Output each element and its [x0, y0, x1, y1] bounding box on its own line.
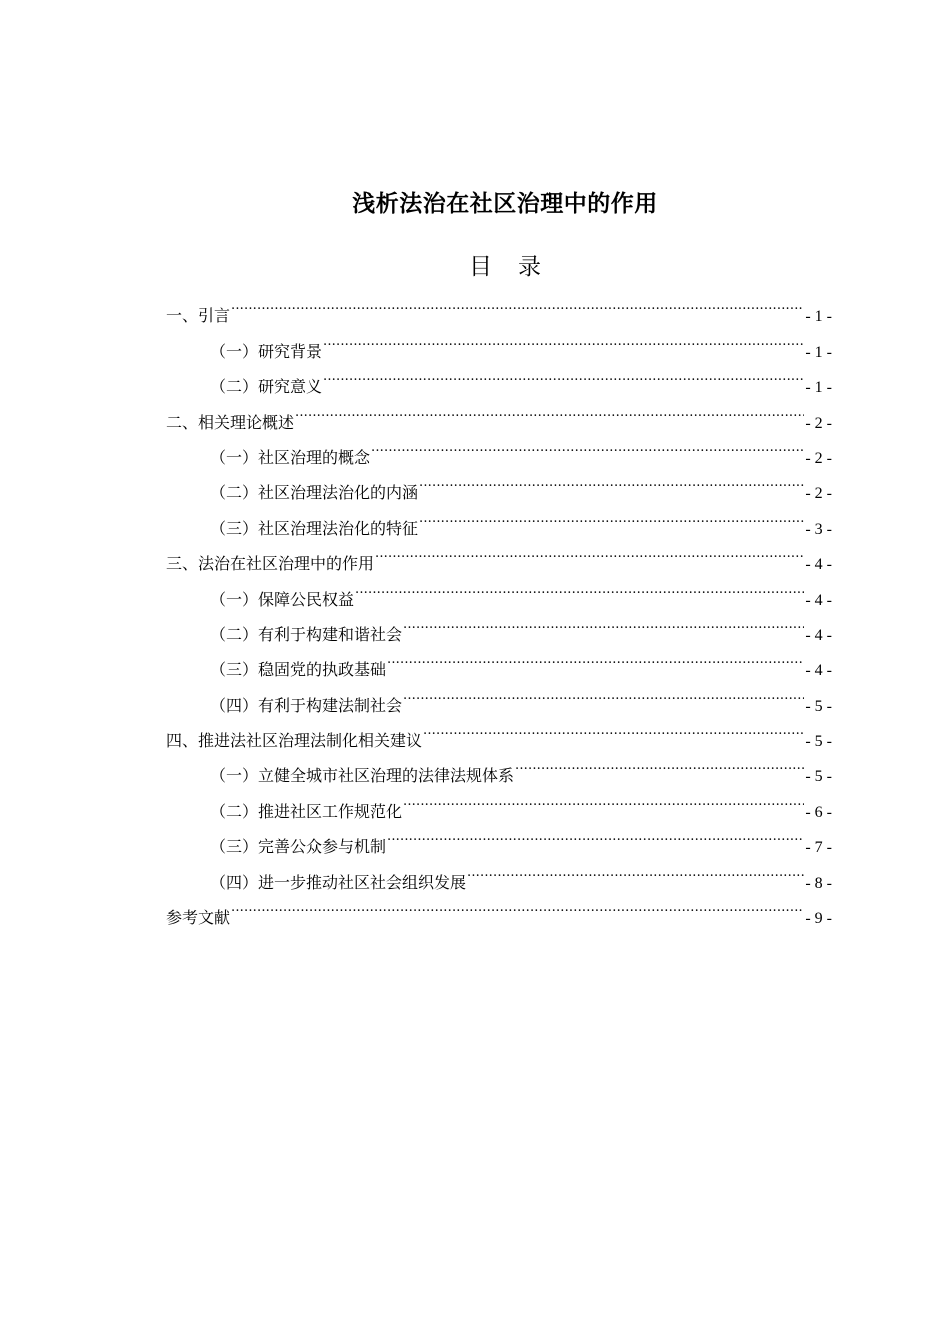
toc-dot-leader [419, 463, 804, 498]
toc-entry-page-number: - 5 - [805, 768, 832, 786]
toc-entry-page-number: - 4 - [805, 626, 832, 644]
toc-heading-char-2: 录 [518, 254, 541, 280]
toc-entry-page-number: - 5 - [805, 697, 832, 715]
toc-entry-label: （一）社区治理的概念 [210, 447, 371, 467]
toc-dot-leader [231, 286, 804, 321]
toc-dot-leader [403, 605, 804, 640]
toc-entry-label: （三）完善公众参与机制 [210, 837, 387, 857]
toc-entry-label: （一）立健全城市社区治理的法律法规体系 [210, 766, 515, 786]
toc-entry-label: 四、推进法社区治理法制化相关建议 [166, 731, 423, 751]
document-title: 浅析法治在社区治理中的作用 [352, 191, 658, 217]
toc-dot-leader [295, 392, 804, 427]
toc-dot-leader [515, 746, 804, 781]
toc-entry-label: 一、引言 [166, 306, 231, 326]
toc-entry-label: （二）社区治理法治化的内涵 [210, 483, 419, 503]
toc-entry-page-number: - 3 - [805, 520, 832, 538]
toc-entry[interactable] [166, 321, 832, 361]
toc-entry-label: （四）进一步推动社区社会组织发展 [210, 872, 467, 892]
toc-entry-page-number: - 8 - [805, 874, 832, 892]
toc-entry-label: 参考文献 [166, 908, 231, 928]
toc-entry-page-number: - 1 - [805, 308, 832, 326]
toc-entry-page-number: - 4 - [805, 591, 832, 609]
toc-dot-leader [323, 357, 804, 392]
toc-entry-page-number: - 1 - [805, 379, 832, 397]
toc-dot-leader [419, 498, 804, 533]
toc-entry-page-number: - 1 - [805, 343, 832, 361]
table-of-contents [166, 286, 832, 928]
toc-entry-label: 二、相关理论概述 [166, 412, 295, 432]
toc-entry-page-number: - 2 - [805, 449, 832, 467]
toc-dot-leader [231, 888, 804, 923]
toc-entry[interactable] [166, 888, 832, 928]
toc-dot-leader [355, 569, 804, 604]
toc-dot-leader [371, 428, 804, 463]
toc-entry-label: （三）稳固党的执政基础 [210, 660, 387, 680]
toc-heading [0, 250, 950, 284]
toc-dot-leader [403, 781, 804, 816]
toc-entry-label: （二）有利于构建和谐社会 [210, 624, 403, 644]
toc-entry-page-number: - 4 - [805, 662, 832, 680]
toc-entry-label: （三）社区治理法治化的特征 [210, 518, 419, 538]
toc-entry-label: （四）有利于构建法制社会 [210, 695, 403, 715]
toc-entry-page-number: - 4 - [805, 556, 832, 574]
toc-dot-leader [403, 675, 804, 710]
toc-dot-leader [375, 534, 804, 569]
toc-entry-label: （二）推进社区工作规范化 [210, 801, 403, 821]
toc-entry-page-number: - 9 - [805, 910, 832, 928]
toc-entry-page-number: - 6 - [805, 803, 832, 821]
toc-entry-page-number: - 5 - [805, 733, 832, 751]
toc-heading-char-1: 目 [469, 254, 492, 280]
toc-dot-leader [423, 711, 804, 746]
toc-entry-label: （一）研究背景 [210, 341, 323, 361]
toc-entry-label: （二）研究意义 [210, 377, 323, 397]
toc-entry-page-number: - 2 - [805, 414, 832, 432]
toc-dot-leader [323, 321, 804, 356]
toc-entry[interactable] [166, 286, 832, 326]
toc-entry-page-number: - 7 - [805, 839, 832, 857]
toc-dot-leader [387, 817, 804, 852]
toc-dot-leader [467, 852, 804, 887]
toc-dot-leader [387, 640, 804, 675]
toc-entry-label: 三、法治在社区治理中的作用 [166, 554, 375, 574]
toc-entry-page-number: - 2 - [805, 485, 832, 503]
toc-entry-label: （一）保障公民权益 [210, 589, 355, 609]
